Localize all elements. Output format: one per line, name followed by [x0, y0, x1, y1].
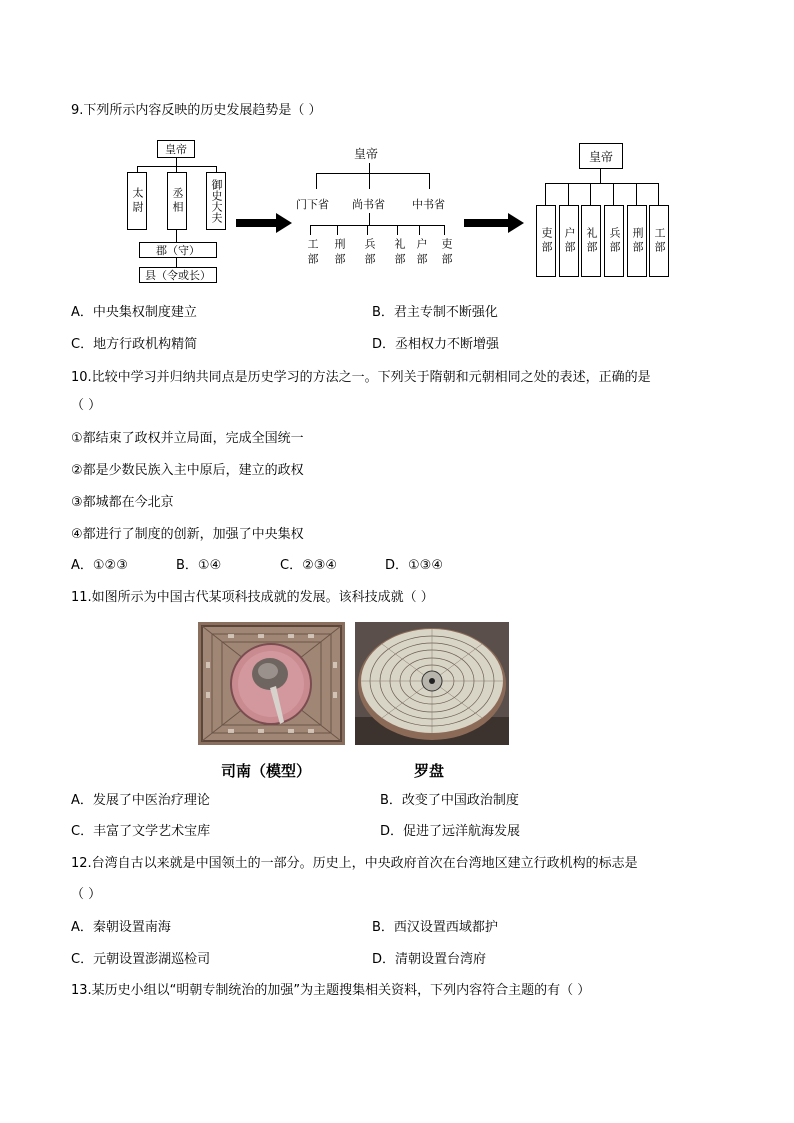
d2-bingbu: 兵部 [363, 238, 376, 268]
d2-emperor: 皇帝 [354, 147, 379, 161]
q9-stem: 9.下列所示内容反映的历史发展趋势是（ ） [71, 103, 322, 118]
q12-option-d[interactable]: D．清朝设置台湾府 [372, 952, 487, 967]
d1-yushidafu: 御史大夫 [206, 172, 226, 230]
d1-taiwei: 太尉 [127, 172, 147, 230]
luopan-compass-image [355, 622, 509, 745]
d2-menxia: 门下省 [296, 198, 329, 211]
q10-option-d[interactable]: D．①③④ [385, 558, 443, 573]
q11-option-b[interactable]: B．改变了中国政治制度 [380, 793, 519, 808]
d2-zhongshu: 中书省 [412, 198, 445, 211]
d1-chengxiang: 丞相 [167, 172, 187, 230]
d1-jun: 郡（守） [139, 242, 217, 258]
d3-libu: 礼部 [581, 205, 601, 277]
d3-emperor: 皇帝 [579, 143, 623, 169]
d3-gongbu: 工部 [649, 205, 669, 277]
q10-option-a[interactable]: A．①②③ [71, 558, 128, 573]
q10-paren: （ ） [71, 398, 102, 413]
d3-libu-official: 吏部 [536, 205, 556, 277]
q9-option-d[interactable]: D．丞相权力不断增强 [372, 337, 500, 352]
d1-emperor: 皇帝 [157, 140, 195, 158]
q10-item-4: ④都进行了制度的创新，加强了中央集权 [71, 527, 304, 542]
d2-libu-official: 吏部 [440, 238, 453, 268]
d2-libu: 礼部 [393, 238, 406, 268]
arrow-right-icon [236, 213, 294, 233]
q11-option-d[interactable]: D．促进了远洋航海发展 [380, 824, 521, 839]
caption-luopan: 罗盘 [414, 762, 445, 780]
q11-option-a[interactable]: A．发展了中医治疗理论 [71, 793, 210, 808]
q9-option-a[interactable]: A．中央集权制度建立 [71, 305, 197, 320]
q11-stem: 11.如图所示为中国古代某项科技成就的发展。该科技成就（ ） [71, 590, 434, 605]
d2-hubu: 户部 [415, 238, 428, 268]
q12-option-c[interactable]: C．元朝设置澎湖巡检司 [71, 952, 211, 967]
q10-item-1: ①都结束了政权并立局面，完成全国统一 [71, 431, 304, 446]
d2-gongbu: 工部 [306, 238, 319, 268]
q11-option-c[interactable]: C．丰富了文学艺术宝库 [71, 824, 211, 839]
caption-sinan: 司南（模型） [221, 762, 312, 780]
q12-paren: （ ） [71, 887, 102, 902]
q10-stem: 10.比较中学习并归纳共同点是历史学习的方法之一。下列关于隋朝和元朝相同之处的表述，正确的是 [71, 370, 651, 385]
d3-xingbu: 刑部 [627, 205, 647, 277]
q13-stem: 13.某历史小组以“明朝专制统治的加强”为主题搜集相关资料，下列内容符合主题的有（ ） [71, 983, 591, 998]
d3-hubu: 户部 [559, 205, 579, 277]
d3-bingbu: 兵部 [604, 205, 624, 277]
q12-stem: 12.台湾自古以来就是中国领土的一部分。历史上，中央政府首次在台湾地区建立行政机构的标志是 [71, 856, 638, 871]
d2-shangshu: 尚书省 [352, 198, 385, 211]
q10-item-2: ②都是少数民族入主中原后，建立的政权 [71, 463, 304, 478]
q12-option-a[interactable]: A．秦朝设置南海 [71, 920, 171, 935]
d2-xingbu: 刑部 [333, 238, 346, 268]
q9-option-b[interactable]: B．君主专制不断强化 [372, 305, 498, 320]
q10-option-c[interactable]: C．②③④ [280, 558, 338, 573]
q10-option-b[interactable]: B．①④ [176, 558, 222, 573]
arrow-right-icon [464, 213, 526, 233]
q9-option-c[interactable]: C．地方行政机构精简 [71, 337, 198, 352]
d1-xian: 县（令或长） [139, 267, 217, 283]
q10-item-3: ③都城都在今北京 [71, 495, 174, 510]
sinan-model-image [198, 622, 345, 745]
q12-option-b[interactable]: B．西汉设置西域都护 [372, 920, 498, 935]
